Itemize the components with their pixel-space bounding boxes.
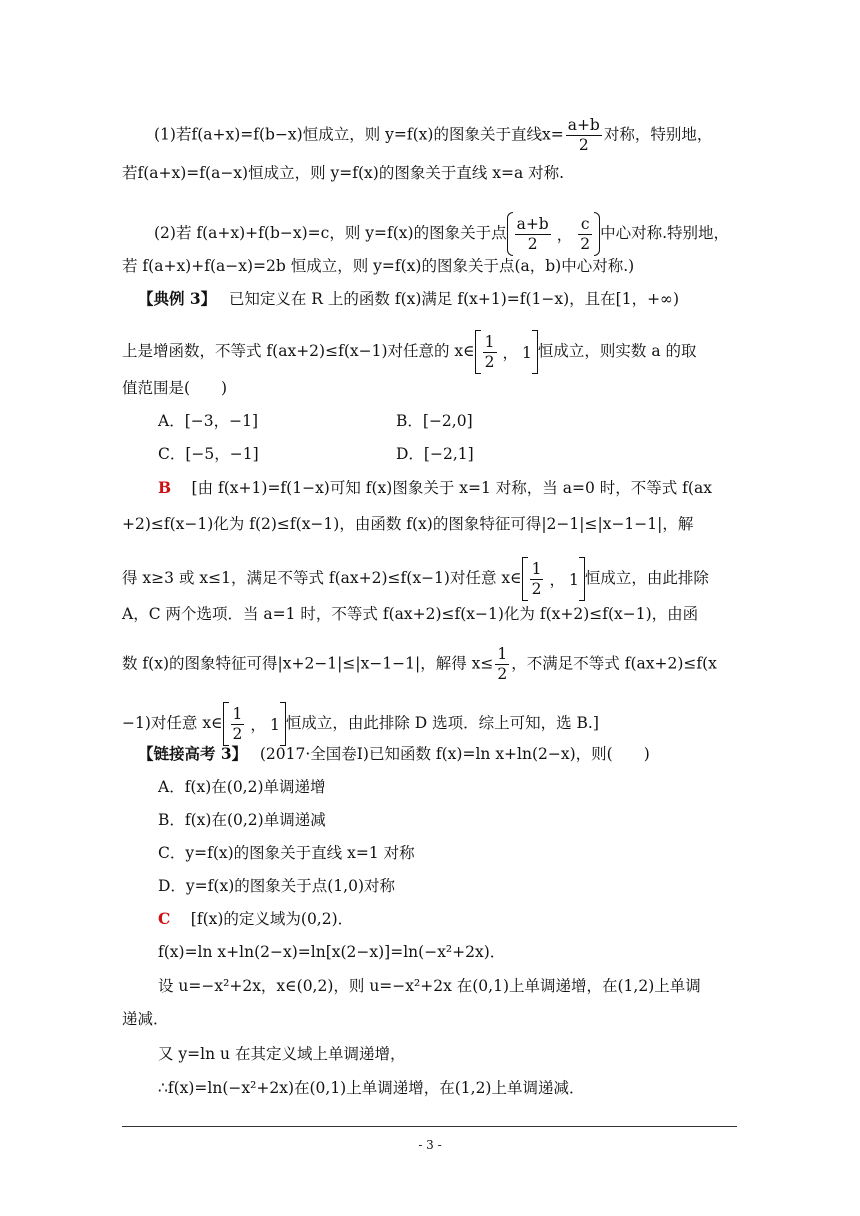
example3-text-1: 已知定义在 R 上的函数 f(x)满足 f(x+1)=f(1−x)，且在[1，+∞) (228, 290, 680, 308)
p2-text-a: (2)若 f(a+x)+f(b−x)=c，则 y=f(x)的图象关于点 (154, 224, 507, 242)
solution3-line6: −1)对任意 x∈ $\frac{1}{2}$ ， 1 恒成立，由此排除 D 选项．综上可知，选 B.] (122, 705, 599, 743)
link3-option-d: D．y=f(x)的图象关于点(1,0)对称 (158, 877, 395, 895)
solution3-line3: 得 x≥3 或 x≤1，满足不等式 f(ax+2)≤f(x−1)对任意 x∈ $\frac{1}{2}$ ， 1 恒成立，由此排除 (122, 560, 709, 598)
fraction-a-plus-b-over-2: $\frac{a+b}{2}$ (516, 215, 549, 253)
example3-line1 (138, 289, 679, 309)
solution3-line5: 数 f(x)的图象特征可得|x+2−1|≤|x−1−1|，解得 x≤ $\frac{1}{2}$ ，不满足不等式 f(ax+2)≤f(x (122, 645, 717, 683)
solution-link3-line3: 设 u=−x²+2x，x∈(0,2)，则 u=−x²+2x 在(0,1)上单调递增，在(1,2)上单调 (158, 977, 701, 995)
fraction-1-over-2: $\frac{1}{2}$ (531, 560, 542, 598)
link3-option-c: C．y=f(x)的图象关于直线 x=1 对称 (158, 844, 415, 862)
solution3-line4: A，C 两个选项．当 a=1 时，不等式 f(ax+2)≤f(x−1)化为 f(x+2)≤f(x−1)，由函 (122, 605, 699, 623)
fraction-1-over-2: $\frac{1}{2}$ (497, 645, 508, 683)
p1-text-b: 对称，特别地， (603, 125, 713, 144)
link3-option-a: A．f(x)在(0,2)单调递增 (158, 778, 326, 796)
p1-text-a: (1)若f(a+x)=f(b−x)恒成立，则 y=f(x)的图象关于直线x= (154, 125, 564, 144)
solution-link3-line6: ∴f(x)=ln(−x²+2x)在(0,1)上单调递增，在(1,2)上单调递减． (158, 1079, 585, 1097)
example3-tag: 【典例 3】 (138, 289, 209, 308)
fraction-a-plus-b-over-2: $\frac{a+b}{2}$ (567, 116, 600, 154)
option-d: D．[−2,1] (396, 445, 474, 463)
solution-link3-line4: 递减． (122, 1010, 169, 1028)
option-a: A．[−3，−1] (158, 412, 258, 430)
interval-bracket: $\frac{1}{2}$ ， 1 (522, 559, 585, 599)
solution3-line1: B [由 f(x+1)=f(1−x)可知 f(x)图象关于 x=1 对称，当 a=0 时，不等式 f(ax (158, 478, 712, 497)
link3-line1: 【链接高考 3】 (2017·全国卷Ⅰ)已知函数 f(x)=ln x+ln(2−x)，则( ) (138, 744, 650, 763)
p2-text-b: 中心对称.特别地， (600, 224, 730, 242)
interval-bracket: $\frac{1}{2}$ ， 1 (223, 704, 286, 744)
link3-option-b: B．f(x)在(0,2)单调递减 (158, 811, 326, 829)
option-b: B．[−2,0] (396, 412, 473, 430)
p2-line2: 若 f(a+x)+f(a−x)=2b 恒成立，则 y=f(x)的图象关于点(a，b)中心对称.) (122, 257, 635, 275)
example3-line3: 值范围是( ) (122, 379, 228, 397)
point-parentheses: $\frac{a+b}{2}$ ， $\frac{c}{2}$ (507, 214, 601, 254)
answer-letter: C (158, 909, 171, 928)
interval-bracket: $\frac{1}{2}$ ， 1 (475, 332, 538, 372)
solution3-line2: +2)≤f(x−1)化为 f(2)≤f(x−1)，由函数 f(x)的图象特征可得|2−1|≤|x−1−1|，解 (122, 515, 694, 533)
fraction-1-over-2: $\frac{1}{2}$ (232, 705, 243, 743)
p1-line1 (154, 116, 712, 155)
fraction-1-over-2: $\frac{1}{2}$ (484, 333, 495, 371)
example3-line2: 上是增函数，不等式 f(ax+2)≤f(x−1)对任意的 x∈ $\frac{1}{2}$ ， 1 恒成立，则实数 a 的取 (122, 333, 697, 371)
fraction-c-over-2: $\frac{c}{2}$ (580, 215, 591, 253)
option-c: C．[−5，−1] (158, 445, 259, 463)
solution-link3-line2: f(x)=ln x+ln(2−x)=ln[x(2−x)]=ln(−x²+2x)． (158, 943, 506, 961)
link3-tag: 【链接高考 3】 (138, 744, 240, 763)
p2-line1 (154, 214, 729, 254)
p1-line2: 若f(a+x)=f(a−x)恒成立，则 y=f(x)的图象关于直线 x=a 对称. (122, 164, 565, 182)
answer-letter: B (158, 478, 172, 497)
solution-link3-line5: 又 y=ln u 在其定义域上单调递增， (158, 1045, 406, 1063)
footer-divider (122, 1126, 737, 1127)
solution-link3-line1: C [f(x)的定义域为(0,2)． (158, 909, 354, 928)
page-number: - 3 - (418, 1138, 442, 1152)
